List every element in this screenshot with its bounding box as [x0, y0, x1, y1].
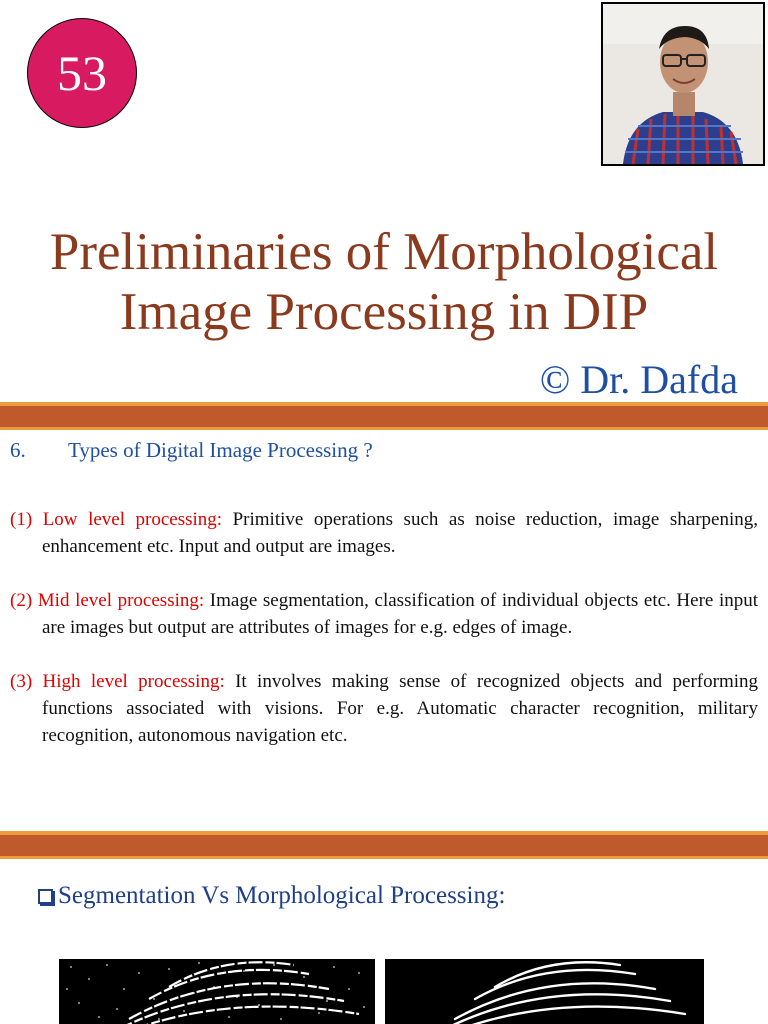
divider-band-top — [0, 402, 768, 430]
section-heading — [38, 882, 505, 910]
question-text: Types of Digital Image Processing ? — [68, 438, 373, 462]
title-line-1: Preliminaries of Morphological — [49, 223, 719, 281]
list-item-mid-level — [10, 587, 758, 641]
slide-number-badge — [27, 18, 137, 128]
presenter-photo-icon — [601, 2, 765, 166]
item-term: Low level processing: — [42, 509, 223, 530]
noisy-fingerprint-image — [59, 959, 375, 1024]
item-text: Image segmentation, classification of individual objects etc. Here input are images but output are attributes of images for e.g. edges of image. — [42, 590, 759, 638]
item-term: High level processing: — [42, 671, 225, 692]
divider-band-bottom — [0, 831, 768, 859]
item-marker: (3) — [10, 671, 33, 692]
question-number: 6. — [10, 438, 26, 462]
list-item-low-level — [10, 506, 758, 560]
item-text: Primitive operations such as noise reduction, image sharpening, enhancement etc. Input and output are images. — [42, 509, 759, 557]
author-credit: © Dr. Dafda — [539, 357, 738, 402]
item-marker: (2) — [10, 590, 33, 611]
item-marker: (1) — [10, 509, 33, 530]
section-heading-text: Segmentation Vs Morphological Processing: — [58, 882, 506, 909]
item-term: Mid level processing: — [37, 590, 205, 611]
item-text: It involves making sense of recognized objects and performing functions associated with visions. For e.g. Automatic character recognition, military recognition, autonomous navigation etc. — [42, 671, 759, 746]
slide-number: 53 — [57, 45, 107, 101]
slide-title — [0, 222, 768, 342]
question-heading — [10, 438, 373, 463]
clean-fingerprint-image — [385, 959, 704, 1024]
title-line-2: Image Processing in DIP — [119, 283, 649, 341]
checkbox-bullet-icon — [38, 889, 53, 904]
list-item-high-level — [10, 668, 758, 749]
